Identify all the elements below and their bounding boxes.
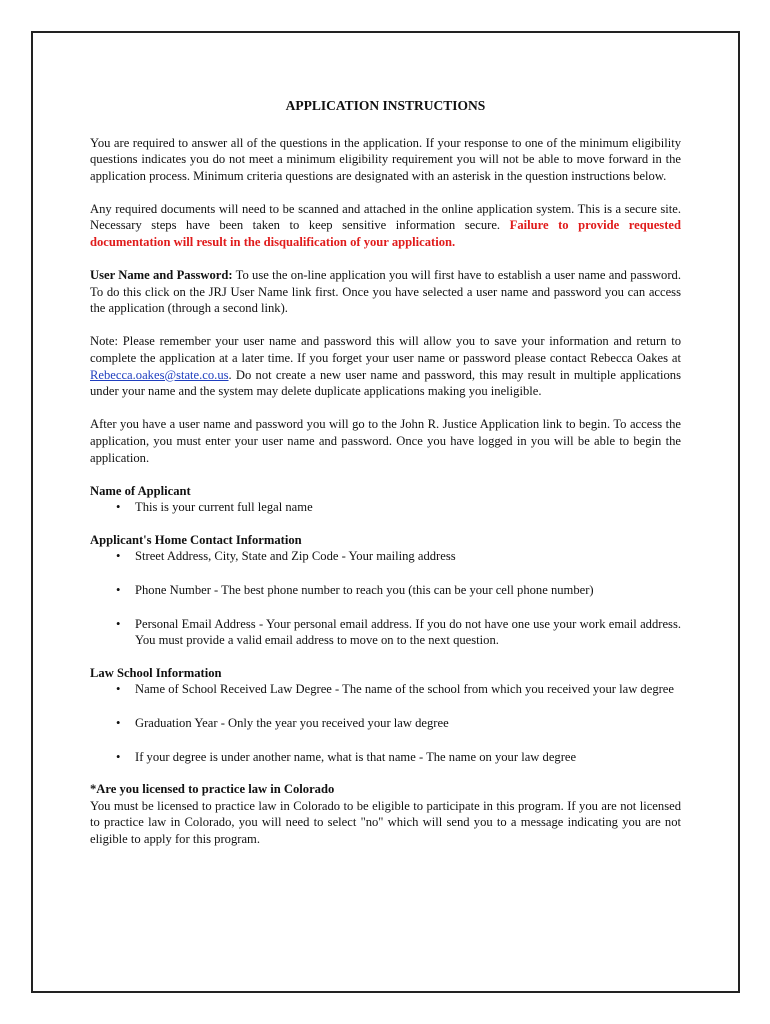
bullet-icon: • — [116, 682, 121, 697]
bullet-icon: • — [116, 715, 121, 730]
credentials-text: To use the on-line application you will first have to establish a user name and password. To do this click on the JRJ User Name link first. Once you have selected a user name and password you can access the application (through a second link). — [90, 268, 681, 316]
section-heading: Applicant's Home Contact Information — [90, 532, 302, 547]
section-heading: Law School Information — [90, 665, 222, 680]
bullet-list — [90, 681, 681, 765]
credentials-paragraph — [90, 267, 681, 317]
documents-paragraph — [90, 201, 681, 251]
list-item: • Street Address, City, State and Zip Code - Your mailing address — [116, 549, 456, 564]
note-paragraph — [90, 333, 681, 399]
section-law-school — [90, 665, 681, 765]
list-item: • Phone Number - The best phone number to reach you (this can be your cell phone number) — [116, 582, 594, 597]
list-item: • Name of School Received Law Degree - The name of the school from which you received your law degree — [116, 682, 674, 697]
list-item: • This is your current full legal name — [116, 500, 313, 515]
list-item: • If your degree is under another name, what is that name - The name on your law degree — [116, 749, 577, 764]
bullet-list — [90, 499, 681, 516]
note-text-before: Note: Please remember your user name and password this will allow you to save your information and return to complete the application at a later time. If you forget your user name or password please contact Rebecca Oakes at — [90, 334, 681, 366]
section-name-of-applicant — [90, 483, 681, 516]
document-title: APPLICATION INSTRUCTIONS — [285, 98, 486, 113]
section-home-contact — [90, 532, 681, 649]
document-body — [90, 98, 681, 864]
note-text-after: . Do not create a new user name and password, this may result in multiple applications under your name and the system may delete duplicate applications making you ineligible. — [90, 367, 681, 399]
disqualification-warning: Failure to provide requested documentation will result in the disqualification of your application. — [90, 218, 681, 250]
licensed-text: You must be licensed to practice law in Colorado to be eligible to participate in this program. If you are not licensed to practice law in Colorado, you will need to select "no" which will send you to a message indicating you are not eligible to apply for this program. — [90, 798, 681, 846]
section-heading: Name of Applicant — [90, 483, 191, 498]
bullet-icon: • — [116, 616, 121, 631]
list-item: • Personal Email Address - Your personal email address. If you do not have one use your work email address. You must provide a valid email address to move on to the next question. — [116, 616, 681, 648]
bullet-list — [90, 548, 681, 648]
credentials-label: User Name and Password: — [90, 268, 233, 283]
contact-email-link[interactable]: Rebecca.oakes@state.co.us — [90, 367, 229, 382]
bullet-icon: • — [116, 749, 121, 764]
bullet-icon: • — [116, 549, 121, 564]
list-item: • Graduation Year - Only the year you received your law degree — [116, 715, 449, 730]
section-licensed-colorado — [90, 781, 681, 847]
bullet-icon: • — [116, 500, 121, 515]
section-heading: *Are you licensed to practice law in Colorado — [90, 782, 335, 797]
documents-text: Any required documents will need to be scanned and attached in the online application system. This is a secure site. Necessary steps have been taken to keep sensitive information secure. — [90, 201, 681, 233]
bullet-icon: • — [116, 582, 121, 597]
intro-paragraph: You are required to answer all of the questions in the application. If your response to one of the minimum eligibility questions indicates you do not meet a minimum eligibility requirement you will not be able to move forward in the application process. Minimum criteria questions are designated with an asterisk in the question instructions below. — [90, 135, 681, 183]
login-paragraph: After you have a user name and password you will go to the John R. Justice Application link to begin. To access the application, you must enter your user name and password. Once you have logged in you will be able to begin the application. — [90, 417, 681, 465]
